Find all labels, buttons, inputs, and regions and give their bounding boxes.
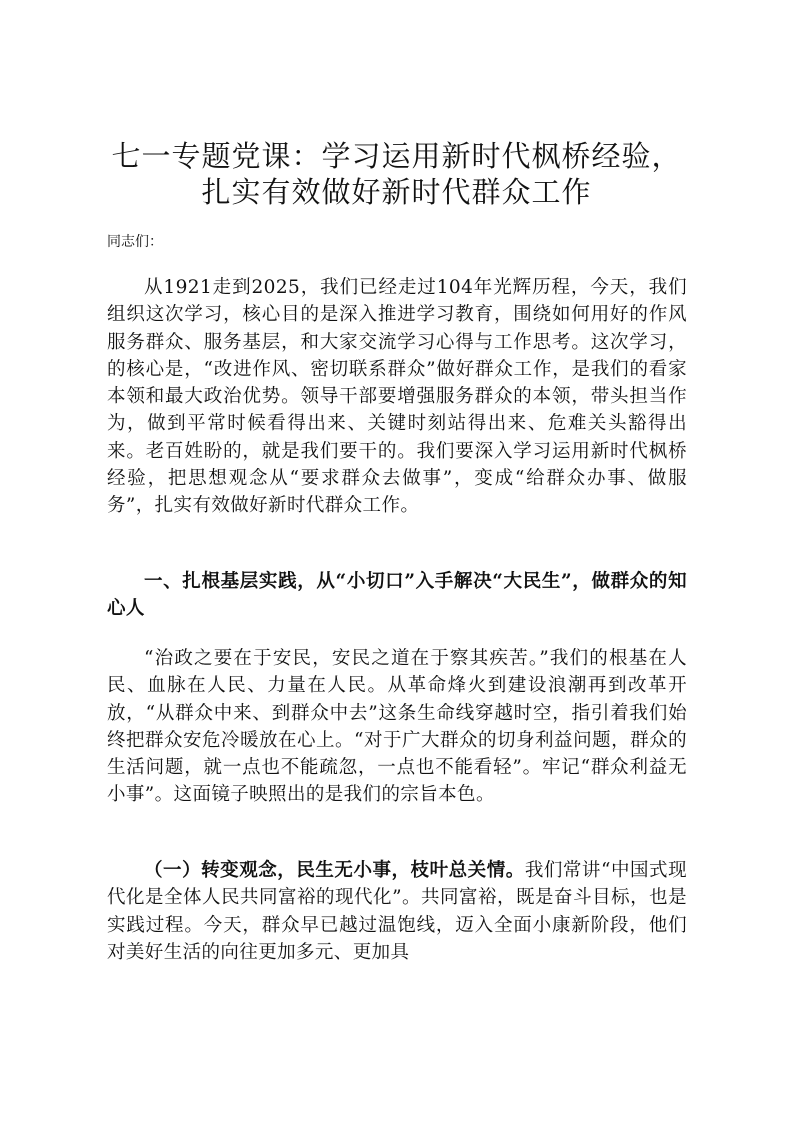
section-heading-1: 一、扎根基层实践，从“小切口”入手解决“大民生”，做群众的知心人 xyxy=(107,571,687,620)
paragraph-subsection-1 xyxy=(107,857,687,966)
document-title: 七一专题党课：学习运用新时代枫桥经验，扎实有效做好新时代群众工作 xyxy=(111,139,682,209)
greeting: 同志们： xyxy=(107,234,163,250)
paragraph-section-1: “治政之要在于安民，安民之道在于察其疾苦。”我们的根基在人民、血脉在人民、力量在人民。从革命烽火到建设浪潮再到改革开放，“从群众中来、到群众中去”这条生命线穿越时空，指引着我们始终把群众安危冷暖放在心上。“对于广大群众的切身利益问题，群众的生活问题，就一点也不能疏忽，一点也不能看轻”。牢记“群众利益无小事”。这面镜子映照出的是我们的宗旨本色。 xyxy=(107,648,687,806)
paragraph-intro: 从1921走到2025，我们已经走过104年光辉历程，今天，我们组织这次学习，核心目的是深入推进学习教育，围绕如何用好的作风服务群众、服务基层，和大家交流学习心得与工作思考。这次学习，的核心是，“改进作风、密切联系群众”做好群众工作，是我们的看家本领和最大政治优势。领导干部要增强服务群众的本领，带头担当作为，做到平常时候看得出来、关键时刻站得出来、危难关头豁得出来。老百姓盼的，就是我们要干的。我们要深入学习运用新时代枫桥经验，把思想观念从“要求群众去做事”，变成“给群众办事、做服务”，扎实有效做好新时代群众工作。 xyxy=(107,277,687,517)
subsection-body-1: 我们常讲“中国式现代化是全体人民共同富裕的现代化”。共同富裕，既是奋斗目标，也是实践过程。今天，群众早已越过温饱线，迈入全面小康新阶段，他们对美好生活的向往更加多元、更加具 xyxy=(107,860,687,963)
subsection-heading-1: （一）转变观念，民生无小事，枝叶总关情。 xyxy=(144,860,525,881)
